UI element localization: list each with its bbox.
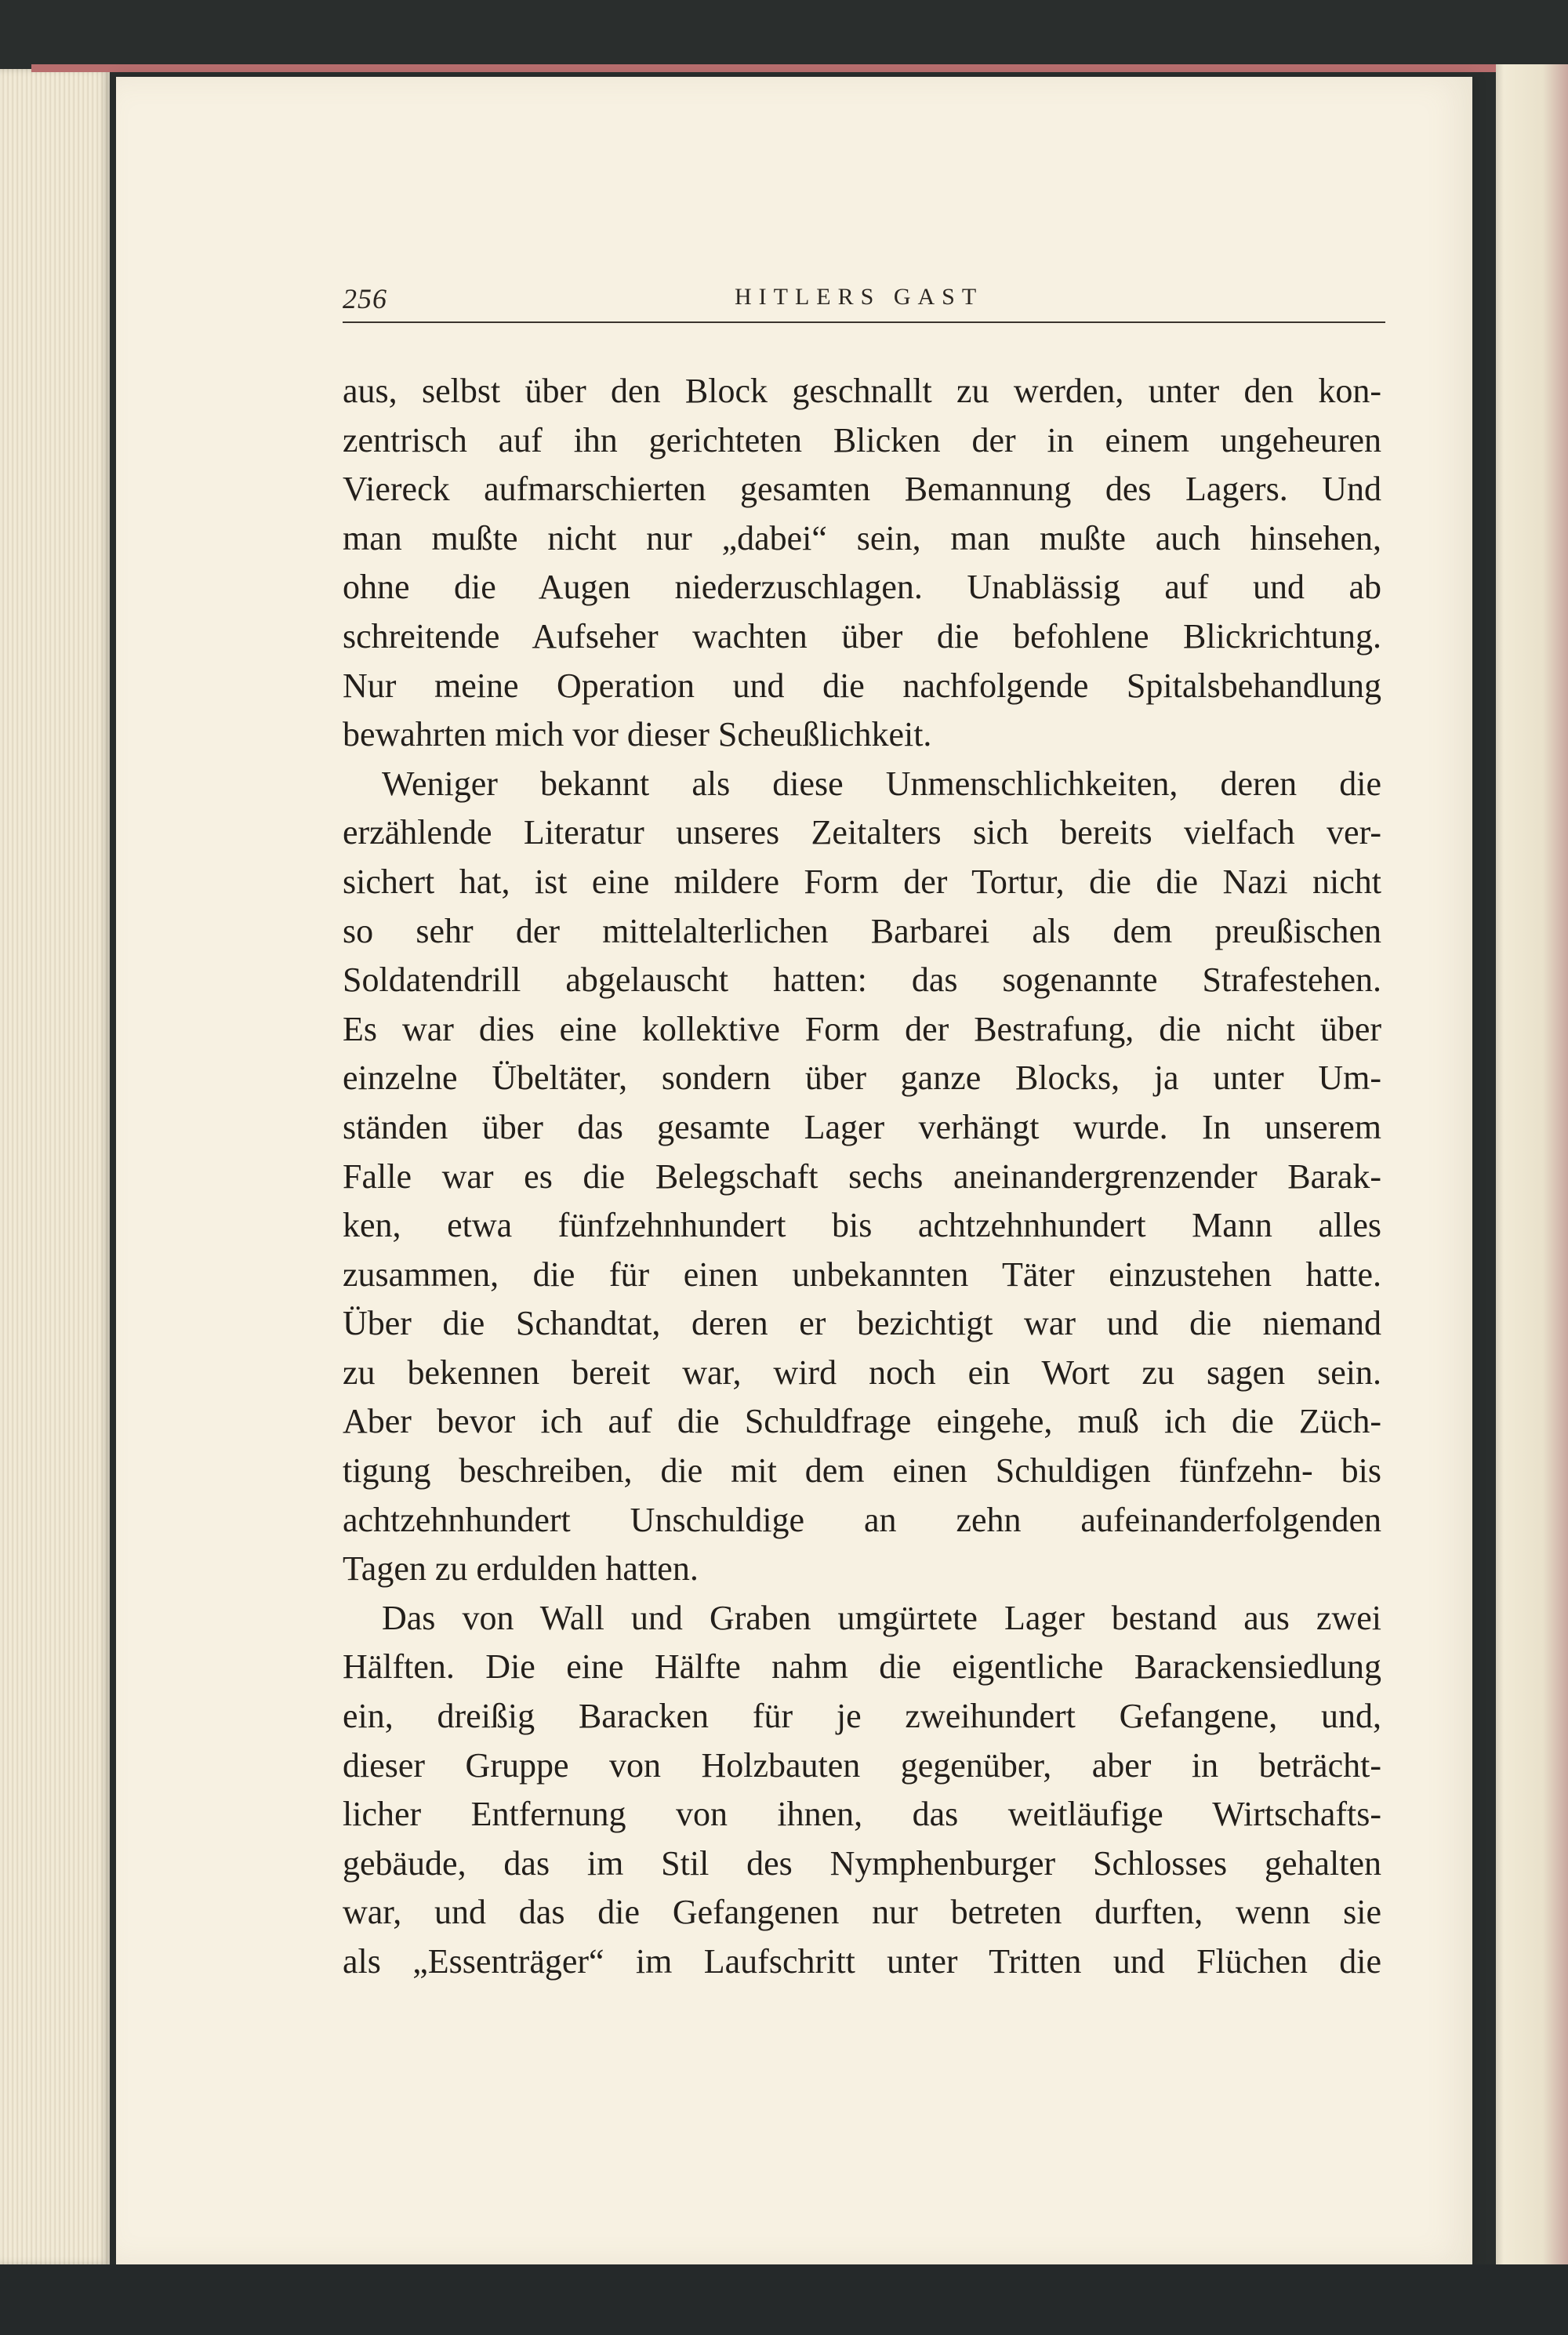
text-line: ein, dreißig Baracken für je zweihundert Gefangene, und, xyxy=(343,1697,1381,1736)
text-line: Aber bevor ich auf die Schuldfrage eingehe, muß ich die Züch- xyxy=(343,1402,1381,1441)
text-line: Das von Wall und Graben umgürtete Lager bestand aus zwei xyxy=(382,1598,1381,1637)
text-line: Soldatendrill abgelauscht hatten: das sogenannte Strafestehen. xyxy=(343,961,1381,1000)
text-line: Über die Schandtat, deren er bezichtigt war und die niemand xyxy=(343,1304,1381,1343)
text-line: dieser Gruppe von Holzbauten gegenüber, aber in beträcht- xyxy=(343,1745,1381,1785)
text-line: Falle war es die Belegschaft sechs aneinandergrenzender Barak- xyxy=(343,1157,1381,1196)
running-title: HITLERS GAST xyxy=(735,284,984,310)
text-line: bewahrten mich vor dieser Scheußlichkeit. xyxy=(343,715,932,754)
text-line: Weniger bekannt als diese Unmenschlichkeiten, deren die xyxy=(382,764,1381,803)
text-line: erzählende Literatur unseres Zeitalters sich bereits vielfach ver- xyxy=(343,813,1381,852)
paragraph xyxy=(343,1594,1381,1987)
text-line: einzelne Übeltäter, sondern über ganze Blocks, ja unter Um- xyxy=(343,1059,1381,1098)
text-line: schreitende Aufseher wachten über die befohlene Blickrichtung. xyxy=(343,616,1381,655)
text-line: tigung beschreiben, die mit dem einen Schuldigen fünfzehn- bis xyxy=(343,1451,1381,1491)
scan-background-bottom xyxy=(0,2264,1568,2335)
text-line: ohne die Augen niederzuschlagen. Unablässig auf und ab xyxy=(343,568,1381,607)
text-line: Hälften. Die eine Hälfte nahm die eigentliche Barackensiedlung xyxy=(343,1647,1381,1687)
text-line: achtzehnhundert Unschuldige an zehn aufeinanderfolgenden xyxy=(343,1500,1381,1539)
text-line: als „Essenträger“ im Laufschritt unter Tritten und Flüchen die xyxy=(343,1942,1381,1981)
text-line: Es war dies eine kollektive Form der Bestrafung, die nicht über xyxy=(343,1009,1381,1048)
text-line: aus, selbst über den Block geschnallt zu werden, unter den kon- xyxy=(343,372,1381,410)
running-head xyxy=(343,282,1384,321)
cover-edge-top xyxy=(31,64,1568,72)
text-line: Viereck aufmarschierten gesamten Bemannung des Lagers. Und xyxy=(343,470,1381,509)
text-line: zusammen, die für einen unbekannten Täter einzustehen hatte. xyxy=(343,1255,1381,1294)
text-line: man mußte nicht nur „dabei“ sein, man mußte auch hinsehen, xyxy=(343,518,1381,557)
text-line: ständen über das gesamte Lager verhängt wurde. In unserem xyxy=(343,1107,1381,1146)
cover-edge-right xyxy=(1496,64,1568,2275)
text-line: war, und das die Gefangenen nur betreten durften, wenn sie xyxy=(343,1893,1381,1932)
text-line: gebäude, das im Stil des Nymphenburger Schlosses gehalten xyxy=(343,1843,1381,1883)
text-line: Nur meine Operation und die nachfolgende Spitalsbehandlung xyxy=(343,666,1381,705)
text-line: zu bekennen bereit war, wird noch ein Wort zu sagen sein. xyxy=(343,1353,1381,1392)
paragraph xyxy=(343,760,1381,1594)
text-line: so sehr der mittelalterlichen Barbarei als dem preußischen xyxy=(343,911,1381,950)
text-line: ken, etwa fünfzehnhundert bis achtzehnhundert Mann alles xyxy=(343,1206,1381,1245)
body-text xyxy=(343,367,1381,1987)
paragraph xyxy=(343,367,1381,760)
header-rule xyxy=(343,321,1385,323)
page-number: 256 xyxy=(343,283,387,314)
text-line: sichert hat, ist eine mildere Form der Tortur, die die Nazi nicht xyxy=(343,862,1381,901)
page-stack-edge xyxy=(0,69,110,2264)
text-line: zentrisch auf ihn gerichteten Blicken der in einem ungeheuren xyxy=(343,420,1381,459)
text-line: licher Entfernung von ihnen, das weitläufige Wirtschafts- xyxy=(343,1795,1381,1834)
text-line: Tagen zu erdulden hatten. xyxy=(343,1549,699,1589)
